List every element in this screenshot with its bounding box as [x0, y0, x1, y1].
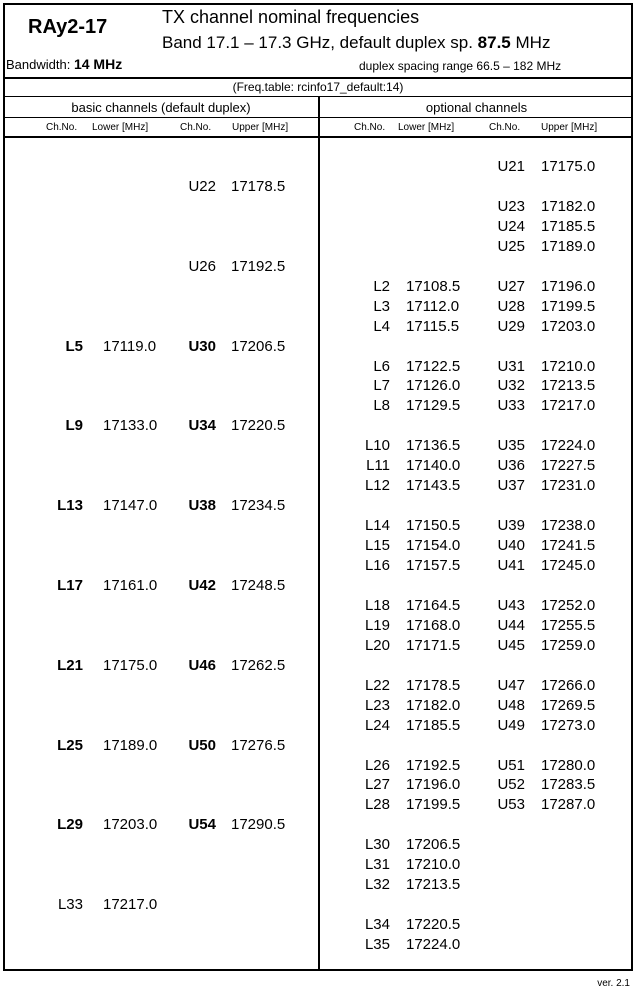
basic-upper-channel: U26 — [188, 257, 216, 275]
freq-table-info: (Freq.table: rcinfo17_default:14) — [232, 80, 404, 94]
optional-upper-channel: U45 — [497, 636, 525, 654]
optional-upper-frequency: 17227.5 — [541, 457, 596, 475]
optional-upper-channel: U47 — [497, 676, 525, 694]
optional-lower-frequency: 17168.0 — [406, 616, 461, 634]
optional-upper-frequency: 17231.0 — [541, 477, 596, 495]
basic-lower-channel: L5 — [65, 337, 83, 355]
band-prefix: Band 17.1 – 17.3 GHz, default duplex sp. — [162, 33, 473, 52]
model-name: RAy2-17 — [28, 16, 108, 38]
col-opt-ch2: Ch.No. — [489, 122, 521, 133]
optional-upper-channel: U31 — [497, 357, 525, 375]
optional-lower-frequency: 17154.0 — [406, 537, 461, 555]
optional-lower-frequency: 17136.5 — [406, 437, 461, 455]
optional-upper-frequency: 17182.0 — [541, 197, 596, 215]
basic-upper-channel: U46 — [188, 656, 216, 674]
optional-lower-frequency: 17126.0 — [406, 377, 461, 395]
optional-upper-frequency: 17245.0 — [541, 557, 596, 574]
optional-lower-channel: L4 — [373, 317, 390, 335]
optional-lower-frequency: 17210.0 — [406, 856, 461, 874]
basic-upper-channel: U34 — [188, 417, 216, 435]
optional-lower-frequency: 17108.5 — [406, 277, 461, 295]
basic-lower-channel: L17 — [57, 576, 83, 594]
basic-lower-channel: L13 — [57, 497, 83, 515]
basic-upper-frequency: 17192.5 — [231, 257, 286, 275]
optional-upper-frequency: 17266.0 — [541, 676, 596, 694]
optional-upper-frequency: 17210.0 — [541, 357, 596, 375]
optional-lower-frequency: 17115.5 — [406, 317, 460, 335]
optional-upper-channel: U37 — [497, 477, 525, 495]
optional-lower-frequency: 17220.5 — [406, 916, 461, 934]
optional-upper-channel: U29 — [497, 317, 525, 335]
basic-lower-frequency: 17217.0 — [103, 896, 158, 914]
optional-lower-frequency: 17213.5 — [406, 876, 461, 894]
optional-lower-channel: L26 — [364, 756, 390, 774]
optional-lower-channel: L23 — [364, 696, 390, 714]
optional-lower-channel: L18 — [364, 596, 390, 614]
optional-lower-frequency: 17178.5 — [406, 676, 461, 694]
divider-vertical — [318, 97, 320, 971]
basic-lower-frequency: 17161.0 — [103, 576, 158, 594]
basic-upper-frequency: 17234.5 — [231, 497, 286, 515]
optional-upper-channel: U52 — [497, 776, 525, 794]
col-basic-upper: Upper [MHz] — [232, 122, 289, 133]
basic-upper-channel: U42 — [188, 576, 216, 594]
col-basic-ch2: Ch.No. — [180, 122, 212, 133]
optional-upper-channel: U36 — [497, 457, 525, 475]
optional-lower-channel: L31 — [364, 856, 390, 874]
optional-lower-channel: L2 — [373, 277, 390, 295]
optional-lower-frequency: 17157.5 — [406, 557, 461, 574]
optional-upper-channel: U39 — [497, 517, 525, 535]
optional-upper-frequency: 17238.0 — [541, 517, 596, 535]
optional-upper-frequency: 17255.5 — [541, 616, 596, 634]
optional-lower-channel: L24 — [364, 716, 390, 734]
basic-lower-frequency: 17119.0 — [103, 337, 157, 355]
optional-upper-channel: U25 — [497, 237, 525, 255]
basic-lower-frequency: 17175.0 — [103, 656, 158, 674]
basic-lower-channel: L25 — [57, 736, 83, 754]
optional-upper-channel: U41 — [497, 557, 525, 574]
section-basic: basic channels (default duplex) — [71, 100, 251, 115]
optional-lower-frequency: 17140.0 — [406, 457, 461, 475]
duplex-unit: MHz — [515, 33, 551, 52]
col-basic-ch1: Ch.No. — [46, 122, 78, 133]
basic-lower-frequency: 17203.0 — [103, 816, 158, 834]
optional-lower-channel: L20 — [364, 636, 390, 654]
basic-lower-frequency: 17133.0 — [103, 417, 158, 435]
optional-lower-channel: L6 — [373, 357, 390, 375]
optional-lower-frequency: 17150.5 — [406, 517, 461, 535]
basic-upper-frequency: 17290.5 — [231, 816, 286, 834]
optional-lower-frequency: 17112.0 — [406, 297, 460, 315]
optional-lower-channel: L34 — [364, 916, 390, 934]
optional-lower-frequency: 17129.5 — [406, 397, 461, 415]
optional-upper-channel: U49 — [497, 716, 525, 734]
optional-upper-channel: U33 — [497, 397, 525, 415]
optional-upper-channel: U51 — [497, 756, 525, 774]
optional-upper-frequency: 17224.0 — [541, 437, 596, 455]
bandwidth-value: 14 MHz — [73, 56, 123, 72]
optional-lower-channel: L19 — [364, 616, 390, 634]
optional-lower-channel: L22 — [364, 676, 390, 694]
basic-upper-frequency: 17206.5 — [231, 337, 286, 355]
optional-upper-frequency: 17175.0 — [541, 158, 596, 175]
optional-upper-frequency: 17185.5 — [541, 217, 596, 235]
optional-lower-frequency: 17164.5 — [406, 596, 461, 614]
optional-upper-frequency: 17280.0 — [541, 756, 596, 774]
optional-lower-frequency: 17122.5 — [406, 357, 461, 375]
optional-lower-frequency: 17182.0 — [406, 696, 461, 714]
basic-lower-frequency: 17189.0 — [103, 736, 158, 754]
optional-upper-frequency: 17199.5 — [541, 297, 596, 315]
optional-upper-channel: U23 — [497, 197, 525, 215]
optional-lower-channel: L15 — [364, 537, 390, 555]
optional-upper-frequency: 17283.5 — [541, 776, 596, 794]
optional-upper-channel: U43 — [497, 596, 525, 614]
optional-upper-channel: U35 — [497, 437, 525, 455]
basic-upper-channel: U50 — [188, 736, 216, 754]
basic-upper-channel: U30 — [188, 337, 216, 355]
basic-upper-channel: U38 — [188, 497, 216, 515]
optional-upper-frequency: 17196.0 — [541, 277, 596, 295]
basic-lower-channel: L9 — [65, 417, 83, 435]
optional-lower-channel: L30 — [364, 836, 390, 854]
optional-upper-frequency: 17241.5 — [541, 537, 596, 555]
optional-upper-frequency: 17287.0 — [541, 796, 596, 814]
optional-lower-frequency: 17199.5 — [406, 796, 461, 814]
optional-lower-frequency: 17192.5 — [406, 756, 461, 774]
duplex-range: duplex spacing range 66.5 – 182 MHz — [359, 59, 562, 73]
optional-lower-frequency: 17206.5 — [406, 836, 461, 854]
basic-lower-frequency: 17147.0 — [103, 497, 158, 515]
basic-upper-frequency: 17178.5 — [231, 177, 286, 195]
optional-lower-channel: L8 — [373, 397, 390, 415]
optional-lower-channel: L3 — [373, 297, 390, 315]
basic-upper-channel: U54 — [188, 816, 216, 834]
page-title: TX channel nominal frequencies — [162, 7, 420, 27]
col-basic-lower: Lower [MHz] — [92, 122, 149, 133]
optional-upper-channel: U21 — [497, 158, 525, 175]
bandwidth — [6, 56, 122, 72]
basic-upper-frequency: 17262.5 — [231, 656, 286, 674]
optional-lower-channel: L35 — [364, 936, 390, 954]
basic-lower-channel: L33 — [57, 896, 83, 914]
optional-upper-channel: U27 — [497, 277, 525, 295]
section-optional: optional channels — [425, 100, 528, 115]
optional-upper-channel: U40 — [497, 537, 525, 555]
optional-upper-frequency: 17217.0 — [541, 397, 596, 415]
optional-upper-channel: U48 — [497, 696, 525, 714]
optional-lower-channel: L7 — [373, 377, 390, 395]
optional-lower-channel: L14 — [364, 517, 390, 535]
optional-upper-channel: U28 — [497, 297, 525, 315]
duplex-value: 87.5 — [477, 33, 511, 52]
optional-upper-frequency: 17273.0 — [541, 716, 596, 734]
basic-upper-frequency: 17220.5 — [231, 417, 286, 435]
divider-header — [3, 77, 633, 79]
col-opt-lower: Lower [MHz] — [398, 122, 455, 133]
band-info — [162, 33, 550, 53]
basic-upper-frequency: 17276.5 — [231, 736, 286, 754]
optional-upper-channel: U24 — [497, 217, 525, 235]
optional-upper-frequency: 17252.0 — [541, 596, 596, 614]
basic-lower-channel: L29 — [57, 816, 83, 834]
version: ver. 2.1 — [597, 978, 630, 989]
bandwidth-label: Bandwidth: — [6, 57, 71, 72]
optional-upper-frequency: 17259.0 — [541, 636, 596, 654]
optional-upper-frequency: 17203.0 — [541, 317, 596, 335]
optional-lower-channel: L16 — [364, 557, 390, 574]
optional-lower-channel: L27 — [364, 776, 390, 794]
optional-lower-frequency: 17143.5 — [406, 477, 461, 495]
optional-lower-frequency: 17185.5 — [406, 716, 461, 734]
optional-lower-channel: L12 — [364, 477, 390, 495]
optional-upper-frequency: 17189.0 — [541, 237, 596, 255]
optional-upper-frequency: 17213.5 — [541, 377, 596, 395]
optional-lower-channel: L28 — [364, 796, 390, 814]
basic-lower-channel: L21 — [57, 656, 83, 674]
optional-upper-channel: U44 — [497, 616, 525, 634]
optional-lower-frequency: 17196.0 — [406, 776, 461, 794]
col-opt-upper: Upper [MHz] — [541, 122, 598, 133]
col-opt-ch1: Ch.No. — [354, 122, 386, 133]
optional-lower-frequency: 17171.5 — [406, 636, 461, 654]
optional-lower-channel: L11 — [366, 457, 390, 475]
optional-upper-channel: U53 — [497, 796, 525, 814]
optional-upper-channel: U32 — [497, 377, 525, 395]
optional-lower-channel: L32 — [364, 876, 390, 894]
optional-lower-channel: L10 — [364, 437, 390, 455]
optional-upper-frequency: 17269.5 — [541, 696, 596, 714]
optional-lower-frequency: 17224.0 — [406, 936, 461, 954]
basic-upper-channel: U22 — [188, 177, 216, 195]
basic-upper-frequency: 17248.5 — [231, 576, 286, 594]
